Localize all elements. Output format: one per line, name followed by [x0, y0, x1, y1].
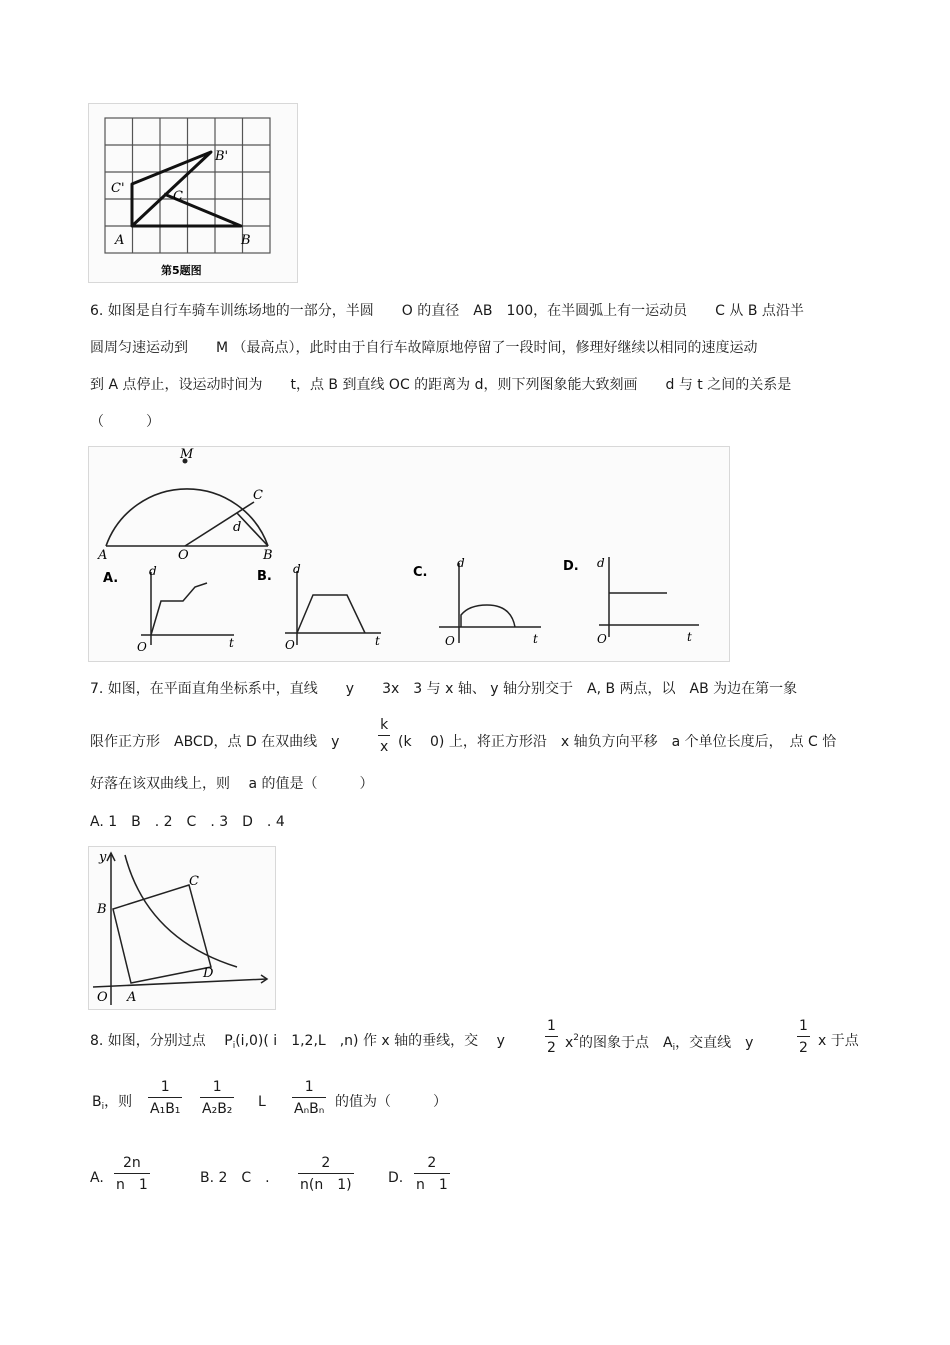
q6-option-A-d: d: [149, 564, 157, 578]
q8-option-D-num: 2: [427, 1155, 437, 1171]
q6-option-C-label: C.: [413, 565, 428, 580]
q6-option-D-t: t: [687, 630, 692, 644]
fig5-label-B: B: [241, 233, 251, 248]
q6-answer-paren: （ ）: [90, 414, 160, 430]
q8-option-A-den: n 1: [114, 1173, 150, 1192]
q8-sub-i: i: [232, 1041, 236, 1051]
q8-text-post2: ，交直线 y: [675, 1035, 754, 1051]
q6-line-2: 圆周匀速运动到 M （最高点），此时由于自行车故障原地停留了一段时间，修理好继续以相同的速度运动: [90, 340, 758, 356]
q8-term-2: [200, 1080, 234, 1116]
q8-line-1-end: x 于点: [818, 1033, 859, 1049]
q6-option-A-label: A.: [103, 571, 119, 586]
q6-option-D-d: d: [597, 556, 605, 570]
q8-option-C-fraction: [298, 1156, 354, 1192]
q6-option-B-label: B.: [257, 569, 272, 584]
q6-option-D-origin: O: [597, 632, 607, 646]
q8-sup-2: 2: [573, 1033, 580, 1043]
q7-label-y: y: [99, 850, 107, 865]
q8-x: x: [565, 1035, 574, 1051]
q8-then: ，则: [104, 1094, 133, 1110]
q7-label-B: B: [97, 902, 107, 917]
q8-term-2-den: A₂B₂: [200, 1097, 234, 1116]
q6-option-C-origin: O: [445, 634, 455, 648]
q7-label-C: C: [189, 874, 199, 889]
figure-q6-svg: [89, 447, 729, 661]
q8-term-1: [148, 1080, 182, 1116]
q8-option-C-num: 2: [321, 1155, 331, 1171]
q8-term-2-num: 1: [212, 1079, 222, 1095]
q6-option-A-t: t: [229, 636, 234, 650]
figure-5: [88, 103, 298, 283]
fig5-label-A: A: [115, 233, 125, 248]
q7-label-O: O: [97, 990, 108, 1005]
q7-label-D: D: [203, 966, 214, 981]
q8-sub-i-2: i: [672, 1043, 676, 1053]
q8-line-1-post: [565, 1034, 753, 1053]
q8-line-2-end: 的值为（ ）: [335, 1094, 447, 1110]
q7-line-2-pre: 限作正方形 ABCD，点 D 在双曲线 y: [90, 734, 340, 750]
fig5-label-B-prime: B': [215, 149, 229, 164]
q6-option-A-origin: O: [137, 640, 147, 654]
q8-text-mid: (i,0)( i 1,2,L ,n) 作 x 轴的垂线，交 y: [235, 1033, 505, 1049]
q6-label-C: C: [253, 488, 263, 503]
q8-half-num-2: 1: [799, 1018, 808, 1034]
q8-term-n-num: 1: [304, 1079, 314, 1095]
q6-label-d: d: [233, 520, 242, 535]
q8-line-1-pre: [90, 1034, 505, 1051]
q8-option-D-label: D.: [388, 1170, 404, 1186]
q8-option-A-fraction: [114, 1156, 150, 1192]
q7-frac-num: k: [380, 717, 389, 733]
q8-line-2-B: [92, 1095, 132, 1112]
q8-text-pre: 8. 如图，分别过点 P: [90, 1033, 233, 1049]
figure-q7-svg: [89, 847, 275, 1009]
q6-label-M: M: [180, 447, 194, 462]
q6-option-B-d: d: [293, 562, 301, 576]
figure-q7: [88, 846, 276, 1010]
q7-line-1: 7. 如图，在平面直角坐标系中，直线 y 3x 3 与 x 轴、 y 轴分别交于 A, B 两点，以 AB 为边在第一象: [90, 681, 798, 697]
q8-option-A-num: 2n: [123, 1155, 141, 1171]
q6-label-O: O: [178, 548, 189, 563]
q7-label-A: A: [127, 990, 137, 1005]
q8-half-den-2: 2: [797, 1036, 810, 1055]
q8-option-A-label: A.: [90, 1170, 104, 1186]
figure-5-svg: [89, 104, 297, 282]
q8-fraction-half-1: [545, 1019, 558, 1055]
figure-q6: [88, 446, 730, 662]
q8-term-n: [292, 1080, 326, 1116]
q8-B: B: [92, 1094, 102, 1110]
q8-ellipsis-L: L: [258, 1094, 266, 1110]
q8-half-den: 2: [545, 1036, 558, 1055]
q8-half-num: 1: [547, 1018, 556, 1034]
q8-term-1-num: 1: [160, 1079, 170, 1095]
fig5-label-C-prime: C': [111, 181, 125, 196]
q8-option-C-den: n(n 1): [298, 1173, 354, 1192]
q8-text-post: 的图象于点 A: [579, 1035, 673, 1051]
q7-fraction-k-over-x: [378, 718, 390, 754]
q8-term-1-den: A₁B₁: [148, 1097, 182, 1116]
fig5-label-C: C: [173, 189, 183, 204]
q6-line-3: 到 A 点停止，设运动时间为 t，点 B 到直线 OC 的距离为 d，则下列图象能大致刻画 d 与 t 之间的关系是: [90, 377, 792, 393]
q7-options: A. 1 B . 2 C . 3 D . 4: [90, 814, 285, 830]
q8-option-D-fraction: [414, 1156, 450, 1192]
q6-option-D-label: D.: [563, 559, 579, 574]
q6-option-C-t: t: [533, 632, 538, 646]
q7-line-3: 好落在该双曲线上，则 a 的值是（ ）: [90, 776, 374, 792]
q6-option-C-d: d: [457, 556, 465, 570]
q6-line-1: 6. 如图是自行车骑车训练场地的一部分，半圆 O 的直径 AB 100，在半圆弧上有一运动员 C 从 B 点沿半: [90, 303, 804, 319]
q8-sub-i-3: i: [101, 1102, 105, 1112]
q7-frac-den: x: [378, 735, 390, 754]
q6-label-A: A: [98, 548, 108, 563]
q6-option-B-origin: O: [285, 638, 295, 652]
q6-label-B: B: [263, 548, 273, 563]
q8-option-D-den: n 1: [414, 1173, 450, 1192]
q8-fraction-half-2: [797, 1019, 810, 1055]
q8-term-n-den: AₙBₙ: [292, 1097, 326, 1116]
q6-option-B-t: t: [375, 634, 380, 648]
fig5-caption: 第5题图: [161, 264, 202, 277]
q7-line-2-post: (k 0) 上，将正方形沿 x 轴负方向平移 a 个单位长度后， 点 C 恰: [398, 734, 837, 750]
q8-option-B-C-label: B. 2 C .: [200, 1170, 270, 1186]
